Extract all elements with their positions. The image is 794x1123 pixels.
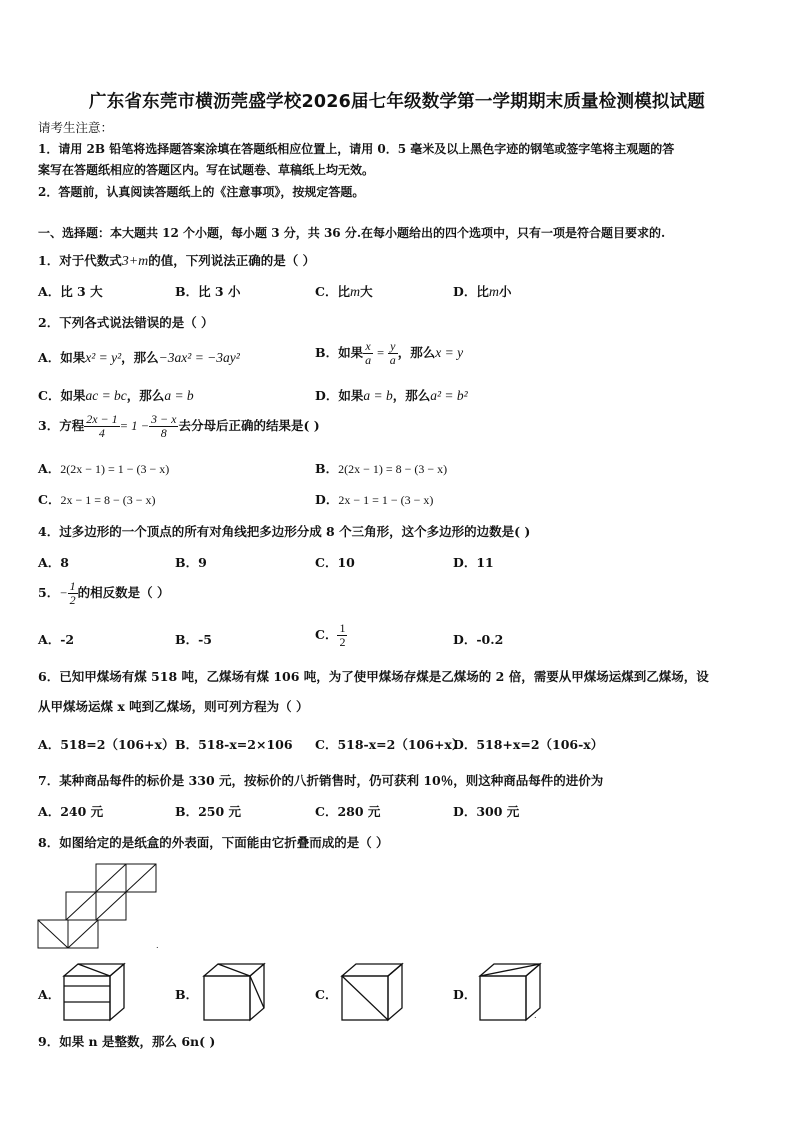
- q2-a-label: A．如果: [38, 350, 86, 365]
- q1-stem-text: 1．对于代数式: [38, 253, 122, 268]
- q5-c-fraction: $\frac{1}{2}$: [339, 621, 346, 649]
- q8-option-c-cube: [338, 962, 408, 1024]
- q3-pre: 3．方程: [38, 418, 85, 433]
- question-8-stem: 8．如图给定的是纸盒的外表面，下面能由它折叠而成的是（ ）: [38, 835, 389, 850]
- q3-b-label: B．: [315, 461, 339, 476]
- q3-option-b: [315, 459, 447, 477]
- page-title: 广东省东莞市横沥莞盛学校2026届七年级数学第一学期期末质量检测模拟试题: [89, 92, 705, 112]
- q2-option-c: [38, 386, 194, 404]
- q1-d-label: D．比: [453, 284, 489, 299]
- question-3-stem: [38, 413, 320, 440]
- q2-option-b: B．如果 $\frac{x}{a}$ = $\frac{y}{a}$ ，那么x = y: [315, 339, 464, 367]
- q1-option-b: B．比 3 小: [175, 284, 241, 299]
- q5-c-label: C．: [315, 627, 338, 642]
- q4-option-a: A．8: [38, 555, 69, 570]
- q1-option-a: A．比 3 大: [38, 284, 103, 299]
- notice-item-1-cont: 案写在答题纸相应的答题区内。写在试题卷、草稿纸上均无效。: [38, 163, 375, 177]
- q2-b-fraction-1: $\frac{x}{a}$: [365, 339, 372, 367]
- q6-option-b: B．518-x=2×106: [175, 737, 293, 752]
- q4-option-d: D．11: [453, 555, 494, 570]
- q3-option-d: [315, 490, 433, 508]
- q2-d-math-1: a = b: [363, 388, 393, 403]
- q2-b-mid: ，那么: [397, 345, 436, 360]
- q5-minus: −: [59, 586, 68, 600]
- q1-c-math: m: [349, 285, 361, 300]
- q3-mid: = 1 −: [119, 419, 150, 433]
- q1-c-label: C．比: [315, 284, 350, 299]
- cube-net-figure: [36, 862, 166, 962]
- notice-item-1: 1．请用 2B 铅笔将选择题答案涂填在答题纸相应位置上，请用 0．5 毫米及以上黑色字迹的钢笔或签字笔将主观题的答: [38, 142, 675, 156]
- q3-a-label: A．: [38, 461, 61, 476]
- q1-option-c: [315, 282, 373, 301]
- question-6-stem: 6．已知甲煤场有煤 518 吨，乙煤场有煤 106 吨，为了使甲煤场存煤是乙煤场的 2 倍，需要从甲煤场运煤到乙煤场，设: [38, 669, 709, 684]
- q1-option-d: [453, 282, 511, 301]
- notice-heading: 请考生注意：: [38, 120, 114, 135]
- q2-d-mid: ，那么: [392, 388, 431, 403]
- q7-option-c: C．280 元: [315, 804, 381, 819]
- q2-c-mid: ，那么: [126, 388, 165, 403]
- q8-option-c: C．: [315, 987, 338, 1002]
- q2-option-a: [38, 348, 240, 366]
- q3-d-label: D．: [315, 492, 339, 507]
- question-4-stem: 4．过多边形的一个顶点的所有对角线把多边形分成 8 个三角形，这个多边形的边数是( ): [38, 524, 531, 539]
- q6-option-c: C．518-x=2（106+x）: [315, 737, 465, 752]
- q5-option-d: D．-0.2: [453, 632, 504, 647]
- q6-option-a: A．518=2（106+x）: [38, 737, 175, 752]
- q8-option-a-cube: [60, 962, 130, 1024]
- q3-option-c: [38, 490, 156, 508]
- section-heading: 一、选择题：本大题共 12 个小题，每小题 3 分，共 36 分.在每小题给出的四个选项中，只有一项是符合题目要求的.: [38, 226, 666, 240]
- q8-option-a: A．: [38, 987, 61, 1002]
- question-6-stem-cont: 从甲煤场运煤 x 吨到乙煤场，则可列方程为（ ）: [38, 699, 309, 714]
- q3-d-expr: 2x − 1 = 1 − (3 − x): [338, 493, 434, 507]
- q2-a-mid: ，那么: [121, 350, 159, 365]
- q8-option-d: D．: [453, 987, 477, 1002]
- q3-fraction-1: $\frac{2x - 1}{4}$: [86, 412, 118, 440]
- q2-b-label: B．如果: [315, 345, 364, 360]
- q5-option-a: A．-2: [38, 632, 75, 647]
- notice-item-2: 2．答题前，认真阅读答题纸上的《注意事项》，按规定答题。: [38, 185, 365, 199]
- q2-b-fraction-2: $\frac{y}{a}$: [389, 339, 396, 367]
- q4-option-c: C．10: [315, 555, 355, 570]
- q8-option-b: B．: [175, 987, 199, 1002]
- q3-c-label: C．: [38, 492, 61, 507]
- q2-b-math-2: x = y: [435, 345, 464, 360]
- q3-c-expr: 2x − 1 = 8 − (3 − x): [60, 493, 156, 507]
- q3-b-expr: 2(2x − 1) = 8 − (3 − x): [338, 462, 448, 476]
- q7-option-d: D．300 元: [453, 804, 520, 819]
- q2-option-d: [315, 386, 468, 404]
- svg-text:.: .: [156, 941, 159, 950]
- svg-text:.: .: [534, 1011, 537, 1020]
- question-9-stem: 9．如果 n 是整数，那么 6n( ): [38, 1034, 216, 1049]
- q2-a-math-1: x² = y²: [85, 350, 122, 365]
- q2-c-math-1: ac = bc: [85, 388, 127, 403]
- question-5-stem: [38, 580, 170, 607]
- q1-d-math: m: [488, 285, 499, 300]
- q1-expression: 3+m: [121, 254, 149, 269]
- q2-a-math-2: −3ax² = −3ay²: [158, 350, 240, 365]
- q3-fraction-2: $\frac{3 - x}{8}$: [151, 412, 177, 440]
- q1-c-post: 大: [360, 284, 373, 299]
- question-1-stem: [38, 251, 315, 270]
- q8-option-d-cube: [476, 962, 546, 1024]
- q5-fraction: $\frac{1}{2}$: [69, 579, 76, 607]
- q2-c-math-2: a = b: [164, 388, 194, 403]
- q5-option-c: [315, 622, 347, 649]
- q6-option-d: D．518+x=2（106-x）: [453, 737, 604, 752]
- q3-post: 去分母后正确的结果是( ): [178, 418, 320, 433]
- q8-option-b-cube: [200, 962, 270, 1024]
- question-7-stem: 7．某种商品每件的标价是 330 元，按标价的八折销售时，仍可获利 10％，则这种商品每件的进价为: [38, 773, 604, 788]
- q5-pre: 5．: [38, 585, 60, 600]
- q2-c-label: C．如果: [38, 388, 86, 403]
- q1-d-post: 小: [498, 284, 512, 299]
- q4-option-b: B．9: [175, 555, 207, 570]
- q5-option-b: B．-5: [175, 632, 212, 647]
- q2-d-label: D．如果: [315, 388, 364, 403]
- q3-option-a: [38, 459, 169, 477]
- q1-stem-text-2: 的值，下列说法正确的是（ ）: [148, 253, 316, 268]
- q3-a-expr: 2(2x − 1) = 1 − (3 − x): [60, 462, 170, 476]
- q7-option-a: A．240 元: [38, 804, 104, 819]
- q2-d-math-2: a² = b²: [430, 388, 468, 403]
- q5-post: 的相反数是（ ）: [77, 585, 170, 600]
- q7-option-b: B．250 元: [175, 804, 242, 819]
- question-2-stem: 2．下列各式说法错误的是（ ）: [38, 315, 214, 330]
